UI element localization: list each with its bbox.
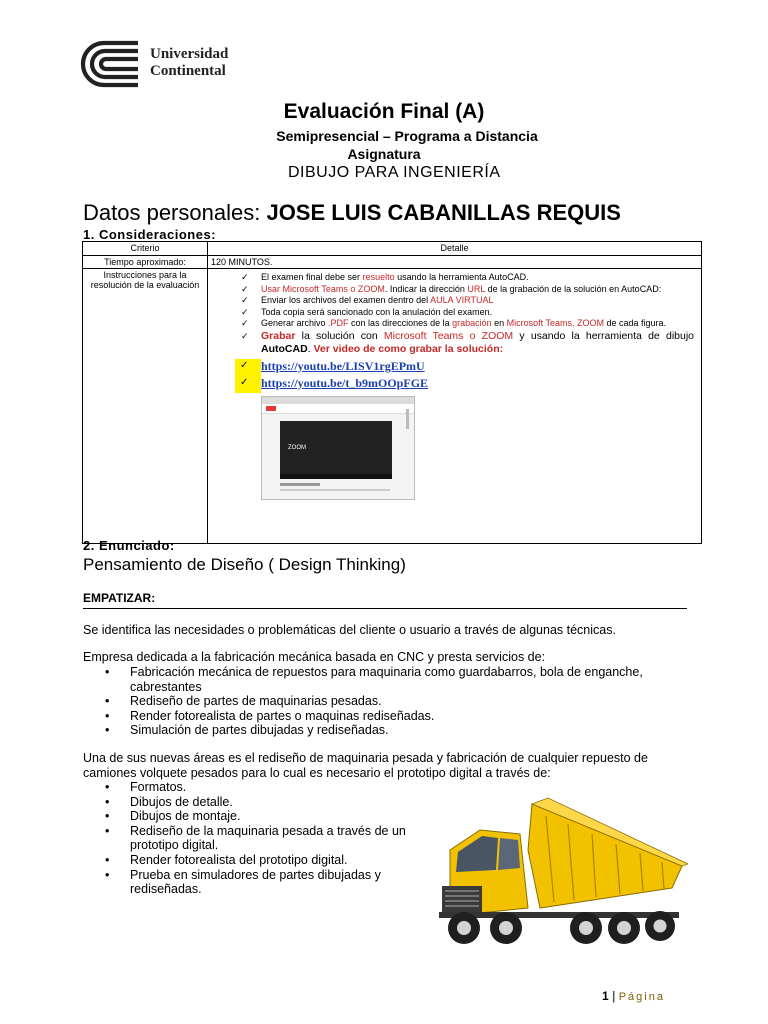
instr-text: usando la herramienta AutoCAD. (394, 272, 529, 282)
video-link-2[interactable]: https://youtu.be/t_b9mOOpFGE (261, 375, 429, 390)
page-footer (602, 989, 665, 1003)
check-icon: ✓ (240, 376, 249, 388)
instr-text: de la grabación de la solución en AutoCAD: (485, 283, 662, 294)
browser-tabbar (262, 397, 414, 404)
video-link-1[interactable]: https://youtu.be/LISV1rgEPmU (261, 358, 425, 373)
criteria-table (82, 241, 702, 544)
page-label: Página (618, 991, 665, 1003)
logo-line-1: Universidad (150, 46, 229, 62)
video-player (280, 421, 392, 479)
dump-truck-image (436, 790, 688, 950)
empatizar-heading: EMPATIZAR: (83, 591, 156, 605)
requirements-list (83, 780, 428, 897)
list-item: • Formatos. (83, 780, 428, 795)
instr-text: El examen final debe ser (261, 272, 363, 282)
video-links (211, 358, 698, 392)
list-item (261, 330, 694, 356)
personal-data (83, 200, 621, 226)
instr-highlight: resuelto (362, 272, 395, 282)
section-consideraciones: 1. Consideraciones: (83, 227, 217, 242)
zoom-label: ZOOM (288, 444, 306, 451)
instr-highlight: Microsoft Teams o ZOOM (383, 329, 514, 342)
instr-bold: AutoCAD (261, 342, 308, 355)
instr-text: con las direcciones de la (348, 318, 453, 328)
list-item: • Rediseño de partes de maquinarias pesadas. (83, 694, 693, 709)
page-title: Evaluación Final (A) (283, 100, 485, 123)
list-item (261, 318, 694, 329)
header-criterio: Criterio (83, 242, 208, 256)
header-detalle: Detalle (208, 242, 702, 256)
list-item: • Rediseño de la maquinaria pesada a través de un prototipo digital. (83, 824, 428, 853)
browser-toolbar (262, 404, 414, 414)
row-label-instructions: Instrucciones para la resolución de la evaluación (83, 269, 208, 544)
list-item (261, 295, 694, 306)
instr-text: y usando la herramienta de dibujo (513, 329, 694, 342)
instr-text: Generar archivo (261, 318, 329, 328)
list-item (261, 307, 694, 318)
subtitle-asignatura: Asignatura (347, 146, 421, 162)
paragraph-1: Se identifica las necesidades o problemáticas del cliente o usuario a través de algunas técnicas. (83, 623, 616, 637)
instr-highlight: Ver video de como grabar la solución: (313, 342, 504, 355)
check-icon: ✓ (240, 359, 249, 371)
services-list (83, 665, 693, 738)
table-header-row (83, 242, 702, 256)
personal-data-label: Datos personales: (83, 200, 261, 225)
list-item: • Fabricación mecánica de repuestos para maquinaria como guardabarros, bola de enganche, cabrestantes (83, 665, 693, 694)
subtitle-course: DIBUJO PARA INGENIERÍA (288, 164, 501, 181)
table-row (83, 269, 702, 544)
divider (83, 608, 687, 609)
list-item: • Render fotorealista del prototipo digital. (83, 853, 428, 868)
instr-text: . (307, 342, 314, 355)
paragraph-3: Una de sus nuevas áreas es el rediseño de maquinaria pesada y fabricación de cualquier repuesto de camiones volquete pesados para lo cual es necesario el prototipo digital a través de: (83, 751, 648, 780)
instr-text: la solución con (295, 329, 384, 342)
list-item: • Dibujos de detalle. (83, 795, 428, 810)
instr-highlight: .PDF (328, 318, 349, 328)
paragraph-2: Empresa dedicada a la fabricación mecánica basada en CNC y presta servicios de: (83, 650, 546, 664)
video-screenshot (261, 396, 415, 500)
video-meta-line (280, 489, 390, 491)
scrollbar (406, 409, 409, 429)
instr-highlight: Usar Microsoft Teams o ZOOM (261, 283, 385, 294)
instr-highlight: URL (467, 283, 486, 294)
section-enunciado: 2. Enunciado: (83, 538, 175, 553)
instr-highlight: Microsoft Teams, ZOOM (506, 318, 605, 328)
instr-text: en (491, 318, 507, 328)
youtube-icon (266, 406, 276, 411)
instr-text: de cada figura. (604, 318, 667, 328)
logo-line-2: Continental (150, 63, 226, 79)
instr-highlight: grabación (452, 318, 492, 328)
video-controls (280, 474, 392, 479)
footer-separator: | (608, 989, 619, 1003)
student-name: JOSE LUIS CABANILLAS REQUIS (266, 200, 621, 225)
page-number: 1 (602, 989, 609, 1003)
list-item (261, 272, 694, 283)
list-item: • Simulación de partes dibujadas y rediseñadas. (83, 723, 693, 738)
row-label-time: Tiempo aproximado: (83, 256, 208, 269)
subtitle-program: Semipresencial – Programa a Distancia (276, 128, 538, 144)
row-value-time: 120 MINUTOS. (208, 256, 702, 269)
list-item: • Prueba en simuladores de partes dibujadas y rediseñadas. (83, 868, 428, 897)
list-item (261, 284, 694, 295)
instr-highlight: Grabar (261, 329, 296, 342)
list-item: • Render fotorealista de partes o maquinas rediseñadas. (83, 709, 693, 724)
instr-text: Enviar los archivos del examen dentro del (261, 295, 431, 305)
video-title-line (280, 483, 320, 486)
instruction-list (211, 272, 698, 356)
design-thinking-title: Pensamiento de Diseño ( Design Thinking) (83, 555, 406, 574)
instr-text: . Indicar la dirección (384, 283, 468, 294)
list-item: • Dibujos de montaje. (83, 809, 428, 824)
instr-text: Toda copia será sancionado con la anulación del examen. (261, 306, 493, 317)
instr-highlight: AULA VIRTUAL (430, 295, 494, 305)
table-row (83, 256, 702, 269)
logo-text (150, 46, 228, 80)
row-value-instructions (208, 269, 702, 544)
